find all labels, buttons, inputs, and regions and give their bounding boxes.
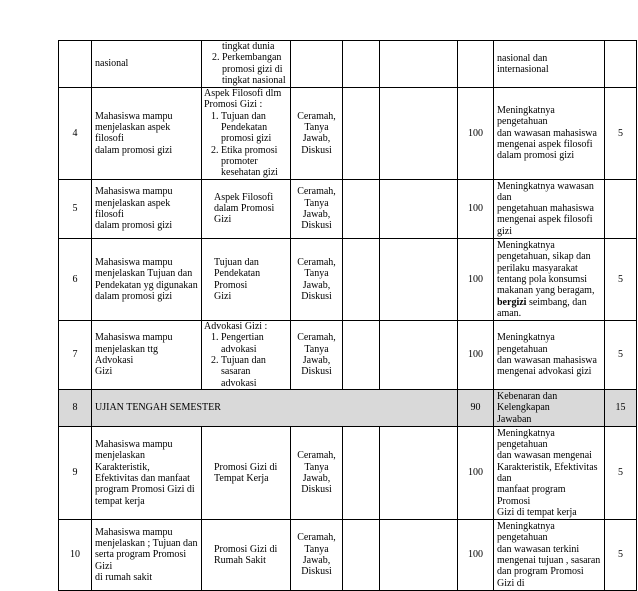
materi-heading: Advokasi Gizi :	[204, 321, 268, 333]
line: menjelaskan ; Tujuan dan	[95, 538, 198, 550]
cell-waktu: 100	[458, 88, 494, 179]
line: Diskusi	[301, 366, 332, 378]
line: Mahasiswa mampu	[95, 526, 173, 538]
cell-empty	[343, 520, 380, 591]
line: Ceramah,	[297, 256, 336, 268]
cell-empty	[380, 321, 458, 390]
line: Gizi	[95, 366, 113, 378]
line: menjelaskan aspek filosofi	[95, 197, 171, 220]
materi-item: 1. Pengertian advokasi	[221, 332, 288, 355]
line: Tanya	[304, 343, 329, 355]
table-row	[59, 41, 637, 88]
line: mengenai tujuan , sasaran	[497, 555, 601, 567]
materi-item: 1. Tujuan dan Pendekatan promosi gizi	[221, 111, 288, 145]
cell-no: 7	[59, 321, 92, 390]
line: Jawab,	[302, 279, 331, 291]
cell-waktu: 90	[458, 389, 494, 426]
cell-capaian: nasional	[92, 41, 202, 88]
cell-no: 10	[59, 520, 92, 591]
line: mengenai advokasi gizi	[497, 366, 592, 378]
line: Jawab,	[302, 355, 331, 367]
materi-item: 2. Perkembangan promosi gizi di tingkat nasional	[222, 52, 287, 86]
line: Ceramah,	[297, 110, 336, 122]
line: Gizi di tempat kerja	[497, 506, 577, 518]
indikator-text: seimbang, dan aman.	[497, 296, 587, 319]
line: dan wawasan mahasiswa	[497, 127, 597, 139]
cell-indikator	[494, 426, 605, 519]
line: Meningkatnya wawasan dan	[497, 180, 594, 203]
line: Diskusi	[301, 220, 332, 232]
cell-bobot: 5	[605, 321, 637, 390]
line: program Promosi Gizi di	[95, 484, 195, 496]
cell-bobot: 5	[605, 239, 637, 321]
cell-capaian	[92, 88, 202, 179]
line: Mahasiswa mampu	[95, 332, 173, 344]
line: menjelaskan Tujuan dan	[95, 268, 193, 280]
table-row	[59, 321, 637, 390]
materi-heading: Promosi Gizi :	[204, 99, 263, 111]
cell-no: 8	[59, 389, 92, 426]
cell-indikator	[494, 179, 605, 238]
cell-empty	[343, 321, 380, 390]
line: Mahasiswa mampu	[95, 256, 173, 268]
line: dalam promosi gizi	[95, 144, 173, 156]
line: Kebenaran dan Kelengkapan	[497, 390, 558, 414]
cell-empty	[380, 239, 458, 321]
cell-indikator	[494, 239, 605, 321]
cell-metode	[291, 41, 343, 88]
line: Pendekatan Promosi	[214, 268, 261, 291]
line: mengenai aspek filosofi	[497, 139, 593, 151]
line: Tanya	[304, 543, 329, 555]
cell-waktu: 100	[458, 321, 494, 390]
line: Meningkatnya pengetahuan	[497, 332, 555, 355]
cell-capaian	[92, 321, 202, 390]
line: Mahasiswa mampu	[95, 110, 173, 122]
line: Tanya	[304, 197, 329, 209]
cell-waktu	[458, 41, 494, 88]
cell-indikator	[494, 88, 605, 179]
table-row	[59, 520, 637, 591]
line: Ceramah,	[297, 532, 336, 544]
cell-no: 9	[59, 426, 92, 519]
cell-empty	[343, 179, 380, 238]
line: dan wawasan mengenai	[497, 450, 592, 462]
indikator-text: Meningkatnya pengetahuan, sikap dan perilaku masyarakat tentang pola konsumsi makanan yang beragam,	[497, 240, 595, 297]
cell-metode	[291, 88, 343, 179]
cell-bobot: 15	[605, 389, 637, 426]
cell-materi	[202, 426, 291, 519]
line: menjelaskan ttg Advokasi	[95, 343, 159, 367]
line: Ceramah,	[297, 332, 336, 344]
line: mengenai aspek filosofi gizi	[497, 214, 593, 237]
cell-no	[59, 41, 92, 88]
cell-capaian	[92, 179, 202, 238]
line: dan program Promosi Gizi di	[497, 566, 584, 589]
line: Aspek Filosofi	[214, 191, 274, 203]
line: Tanya	[304, 268, 329, 280]
materi-item: 2. Etika promosi promoter kesehatan gizi	[221, 145, 288, 179]
line: Jawab,	[302, 472, 331, 484]
line: tempat kerja	[95, 495, 145, 507]
line: Jawab,	[302, 208, 331, 220]
rps-table	[58, 40, 637, 591]
line: Tempat Kerja	[214, 472, 269, 484]
cell-bobot: 5	[605, 426, 637, 519]
materi-item: 2. Tujuan dan sasaran advokasi	[221, 355, 288, 389]
line: Diskusi	[301, 566, 332, 578]
cell-metode	[291, 239, 343, 321]
cell-materi	[202, 520, 291, 591]
cell-capaian	[92, 520, 202, 591]
cell-materi	[202, 179, 291, 238]
line: Gizi	[214, 290, 232, 302]
cell-empty	[343, 239, 380, 321]
cell-indikator	[494, 389, 605, 426]
cell-indikator	[494, 321, 605, 390]
table-row	[59, 179, 637, 238]
cell-indikator: nasional dan internasional	[494, 41, 605, 88]
line: dan wawasan terkini	[497, 543, 580, 555]
cell-indikator	[494, 520, 605, 591]
cell-no: 4	[59, 88, 92, 179]
line: Efektivitas dan manfaat	[95, 472, 190, 484]
line: dalam promosi gizi	[497, 150, 575, 162]
line: Tanya	[304, 461, 329, 473]
line: Diskusi	[301, 484, 332, 496]
cell-metode	[291, 520, 343, 591]
line: serta program Promosi Gizi	[95, 549, 187, 572]
line: Jawaban	[497, 413, 532, 425]
line: Ceramah,	[297, 450, 336, 462]
table-row	[59, 88, 637, 179]
line: Diskusi	[301, 290, 332, 302]
cell-empty	[380, 41, 458, 88]
line: di rumah sakit	[95, 572, 153, 583]
cell-empty	[380, 88, 458, 179]
line: dalam promosi gizi	[95, 220, 173, 232]
cell-metode	[291, 426, 343, 519]
cell-metode	[291, 321, 343, 390]
line: Jawab,	[302, 133, 331, 145]
cell-waktu: 100	[458, 426, 494, 519]
line: Meningkatnya pengetahuan	[497, 521, 555, 544]
cell-no: 6	[59, 239, 92, 321]
line: Karakteristik, Efektivitas dan	[497, 461, 598, 484]
line: Promosi Gizi di	[214, 461, 278, 473]
cell-materi	[202, 239, 291, 321]
cell-waktu: 100	[458, 239, 494, 321]
cell-waktu: 100	[458, 179, 494, 238]
line: Ceramah,	[297, 186, 336, 198]
cell-empty	[380, 179, 458, 238]
indikator-bold: bergizi	[497, 296, 527, 308]
cell-metode	[291, 179, 343, 238]
cell-empty	[380, 426, 458, 519]
line: Tujuan dan	[214, 256, 259, 268]
line: Mahasiswa mampu	[95, 439, 173, 451]
cell-bobot	[605, 179, 637, 238]
line: pengetahuan mahasiswa	[497, 203, 594, 215]
cell-materi	[202, 41, 291, 88]
line: dalam Promosi Gizi	[214, 203, 275, 226]
table-row-uts	[59, 389, 637, 426]
cell-empty	[343, 426, 380, 519]
cell-materi	[202, 321, 291, 390]
line: Meningkatnya pengetahuan	[497, 105, 555, 128]
cell-capaian	[92, 426, 202, 519]
line: Pendekatan yg digunakan	[95, 279, 198, 291]
cell-empty	[343, 88, 380, 179]
line: Rumah Sakit	[214, 555, 266, 567]
line: dan wawasan mahasiswa	[497, 355, 597, 367]
line: menjelaskan Karakteristik,	[95, 450, 150, 473]
line: menjelaskan aspek filosofi	[95, 122, 171, 145]
cell-empty	[343, 41, 380, 88]
line: Mahasiswa mampu	[95, 186, 173, 198]
cell-no: 5	[59, 179, 92, 238]
cell-bobot	[605, 41, 637, 88]
line: dalam promosi gizi	[95, 290, 173, 302]
cell-materi	[202, 88, 291, 179]
cell-bobot: 5	[605, 88, 637, 179]
materi-line: tingkat dunia	[222, 41, 275, 52]
cell-bobot: 5	[605, 520, 637, 591]
line: Meningkatnya pengetahuan	[497, 427, 555, 451]
cell-uts-title: UJIAN TENGAH SEMESTER	[92, 389, 458, 426]
table-row	[59, 426, 637, 519]
line: Jawab,	[302, 555, 331, 567]
cell-capaian	[92, 239, 202, 321]
line: Promosi Gizi di	[214, 543, 278, 555]
materi-heading: Aspek Filosofi dlm	[204, 88, 282, 100]
cell-empty	[380, 520, 458, 591]
line: manfaat program Promosi	[497, 484, 566, 507]
cell-waktu: 100	[458, 520, 494, 591]
line: Diskusi	[301, 144, 332, 156]
table-row	[59, 239, 637, 321]
line: Tanya	[304, 122, 329, 134]
